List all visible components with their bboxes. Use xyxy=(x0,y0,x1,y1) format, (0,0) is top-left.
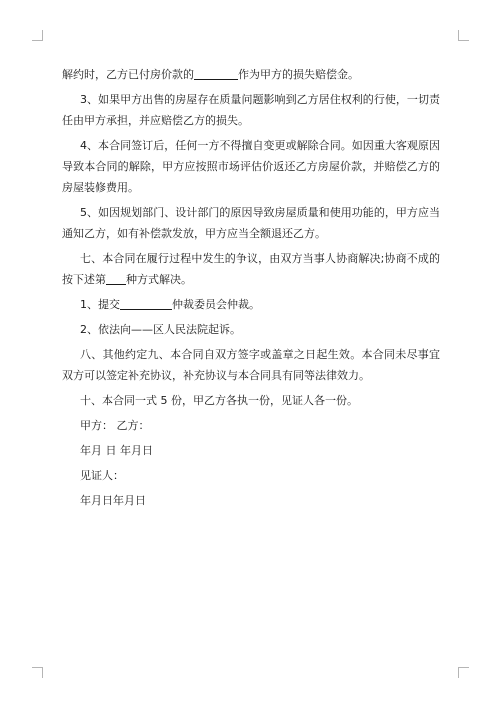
paragraph-clause-4: 4、本合同签订后，任何一方不得擅自变更或解除合同。如因重大客观原因导致本合同的解除，甲方应按照市场评估价返还乙方房屋价款，并赔偿乙方的房屋装修费用。 xyxy=(62,139,440,194)
paragraph-compensation xyxy=(62,64,440,85)
paragraph-text: 作为甲方的损失赔偿金。 xyxy=(238,68,359,81)
fill-blank-method xyxy=(106,272,126,285)
signature-dates: 年月 日 年月日 xyxy=(80,444,153,457)
crop-mark-top-left xyxy=(32,30,43,41)
crop-mark-bottom-left xyxy=(32,667,43,678)
paragraph-text: 种方式解决。 xyxy=(126,273,192,286)
signature-witness: 见证人： xyxy=(80,469,124,482)
contract-body xyxy=(62,64,440,515)
fill-blank-percentage xyxy=(194,67,238,80)
signature-witness-dates: 年月日年月日 xyxy=(80,494,146,507)
fill-blank-arbitration-committee xyxy=(120,297,172,310)
paragraph-copies: 十、本合同一式 5 份，甲乙方各执一份，见证人各一份。 xyxy=(80,394,358,407)
paragraph-text: 解约时，乙方已付房价款的 xyxy=(62,68,194,81)
paragraph-clause-3: 3、如果甲方出售的房屋存在质量问题影响到乙方居住权利的行使，一切责任由甲方承担，并应赔偿乙方的损失。 xyxy=(62,93,440,127)
paragraph-text: 仲裁委员会仲裁。 xyxy=(172,298,260,311)
paragraph-effective: 八、其他约定九、本合同自双方签字或盖章之日起生效。本合同未尽事宜双方可以签定补充协议，补充协议与本合同具有同等法律效力。 xyxy=(62,348,440,382)
signature-parties: 甲方： 乙方： xyxy=(80,419,150,432)
paragraph-dispute xyxy=(62,248,440,290)
crop-mark-top-right xyxy=(458,30,469,41)
paragraph-arbitration xyxy=(62,294,440,315)
paragraph-court: 2、依法向——区人民法院起诉。 xyxy=(80,323,241,336)
paragraph-clause-5: 5、如因规划部门、设计部门的原因导致房屋质量和使用功能的，甲方应当通知乙方，如有补偿款发放，甲方应当全额退还乙方。 xyxy=(62,206,440,240)
paragraph-text: 1、提交 xyxy=(80,298,120,311)
crop-mark-bottom-right xyxy=(458,667,469,678)
paragraph-text: 七、本合同在履行过程中发生的争议，由双方当事人协商解决;协商不成的按下述第 xyxy=(62,252,440,286)
